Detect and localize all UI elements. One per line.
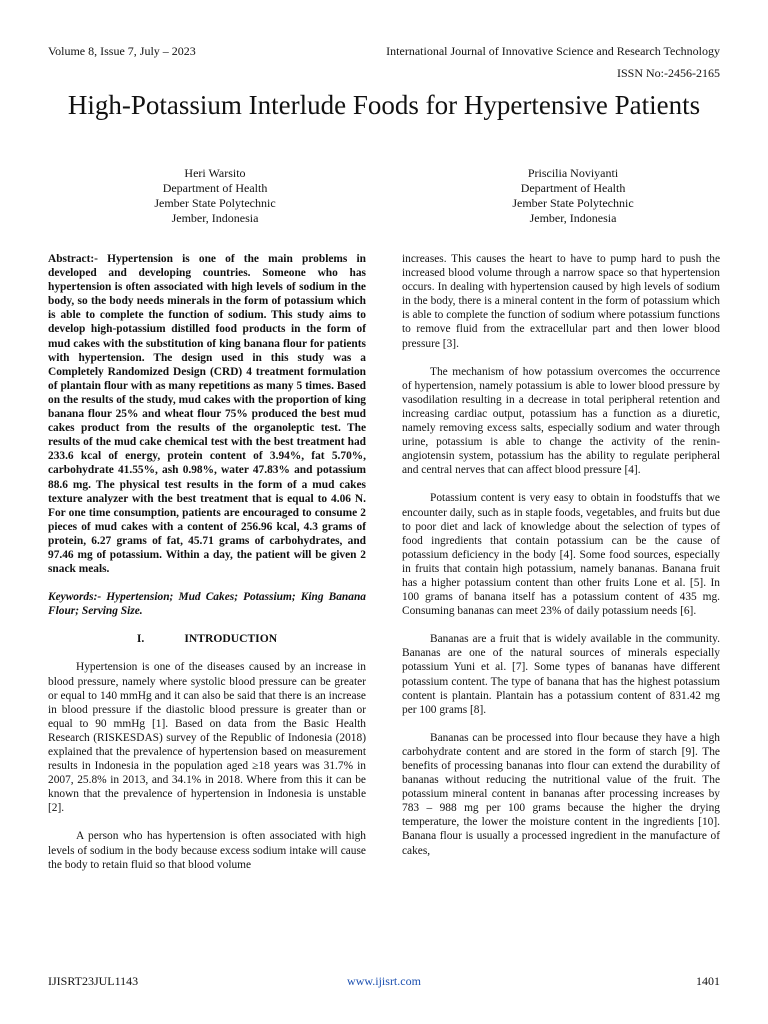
journal-url-link[interactable]: www.ijisrt.com: [347, 974, 421, 988]
keywords: Keywords:- Hypertension; Mud Cakes; Potassium; King Banana Flour; Serving Size.: [48, 591, 366, 618]
section-number: I.: [136, 632, 145, 646]
paragraph: Bananas can be processed into flour because they have a high carbohydrate content and are stored in the form of starch [9]. The benefits of processing bananas into flour can extend the durability of bananas without reducing the nutritional value of the fruit. The potassium mineral content in bananas after processing increases by 783 – 988 mg per 100 grams because the higher the drying temperature, the lower the moisture content in the ingredients [10]. Banana flour is usually a processed ingredient in the manufacture of cakes,: [402, 731, 720, 857]
left-column: [48, 252, 366, 886]
volume-info: Volume 8, Issue 7, July – 2023: [48, 44, 196, 58]
paragraph: The mechanism of how potassium overcomes the occurrence of hypertension, namely potassium is able to lower blood pressure by vasodilation resulting in a decrease in total peripheral retention and increasing cardiac output, potassium has a function as a diuretic, namely removing excess salts, especially sodium and water through urine, potassium is able to change the activity of the renin-angiotensin system, potassium has the ability to regulate peripheral and central nerves that can affect blood pressure [4].: [402, 365, 720, 477]
author-location: Jember, Indonesia: [171, 211, 259, 225]
author-department: Department of Health: [162, 181, 268, 195]
right-column: [402, 252, 720, 872]
paper-code: IJISRT23JUL1143: [48, 974, 139, 988]
author-block: [453, 166, 693, 226]
journal-name: International Journal of Innovative Science and Research Technology: [386, 44, 720, 58]
author-name: Priscilia Noviyanti: [527, 166, 619, 180]
paragraph: Bananas are a fruit that is widely available in the community. Bananas are one of the natural sources of minerals especially potassium Yuni et al. [7]. Some types of bananas have different potassium content. The type of banana that has the highest potassium content is plantain. Plantain has a potassium content of 831.42 mg per 100 grams [8].: [402, 633, 720, 716]
paper-title: High-Potassium Interlude Foods for Hypertensive Patients: [67, 90, 701, 120]
section-title: INTRODUCTION: [184, 632, 278, 646]
author-block: [95, 166, 335, 226]
author-name: Heri Warsito: [184, 166, 246, 180]
issn: ISSN No:-2456-2165: [616, 66, 720, 80]
author-department: Department of Health: [520, 181, 626, 195]
paragraph: Potassium content is very easy to obtain in foodstuffs that we encounter daily, such as in staple foods, vegetables, and fruits but due to poor diet and lack of knowledge about the selection of types of food ingredients that contain potassium can be the cause of potassium deficiency in the body [4]. Some food sources, especially in fruits that contain high potassium, namely bananas. Banana fruit has a higher potassium content than other fruits Lone et al. [5]. In 100 grams of banana itself has a potassium content of 435 mg. Consuming bananas can meet 23% of daily potassium needs [6].: [402, 492, 720, 618]
paragraph: A person who has hypertension is often associated with high levels of sodium in the body because excess sodium intake will cause the body to retain fluid so that blood volume: [48, 830, 366, 871]
section-heading: [48, 632, 366, 646]
author-location: Jember, Indonesia: [529, 211, 617, 225]
author-institution: Jember State Polytechnic: [154, 196, 276, 210]
paragraph: Hypertension is one of the diseases caused by an increase in blood pressure, namely where systolic blood pressure can be greater or equal to 140 mmHg and it can also be said that there is an increase in blood pressure if the diastolic blood pressure is greater than or equal to 90 mmHg [1]. Based on data from the Basic Health Research (RISKESDAS) survey of the Republic of Indonesia (2018) explained that the prevalence of hypertension based on measurement results in Indonesia in the population aged ≥18 years was 31.7% in 2007, 25.8% in 2013, and 34.1% in 2018. Where from this it can be known that the prevalence of hypertension in Indonesia is unstable [2].: [48, 661, 366, 815]
page-number: 1401: [696, 974, 720, 988]
author-institution: Jember State Polytechnic: [512, 196, 634, 210]
abstract: Abstract:- Hypertension is one of the main problems in developed and developing countries. Someone who has hypertension is often associated with high levels of sodium in the body, so the body needs minerals in the form of potassium which is able to complete the function of sodium. This study aims to develop high-potassium distilled food products in the form of mud cakes with the substitution of king banana flour for patients with hypertension. The design used in this study was a Completely Randomized Design (CRD) 4 treatment formulation of plantain flour with as many repetitions as many 5 times. Based on the results of the study, mud cakes with the proportion of king banana flour 25% and wheat flour 75% produced the best mud cakes product from the results of the organoleptic test. The results of the mud cake chemical test with the best treatment had 233.6 kcal of energy, protein content of 3.94%, fat 5.70%, carbohydrate 41.55%, ash 0.98%, water 47.83% and potassium 88.6 mg. The physical test results in the form of a mud cakes texture analyzer with the best treatment that is equal to 4.06 N. For one time consumption, patients are encouraged to consume 2 pieces of mud cakes with a content of 256.96 kcal, 4.3 grams of protein, 6.27 grams of fat, 45.71 grams of carbohydrates, and 97.46 mg of potassium. Within a day, the patient will be given 2 snack meals.: [48, 253, 366, 576]
paragraph: increases. This causes the heart to have to pump hard to push the increased blood volume through a narrow space so that hypertension occurs. In dealing with hypertension caused by high levels of sodium in the body, there is a mineral content in the form of potassium which is able to complete the function of sodium where potassium functions to remove fluid from the extracellular part and then lower blood pressure [3].: [402, 253, 720, 350]
